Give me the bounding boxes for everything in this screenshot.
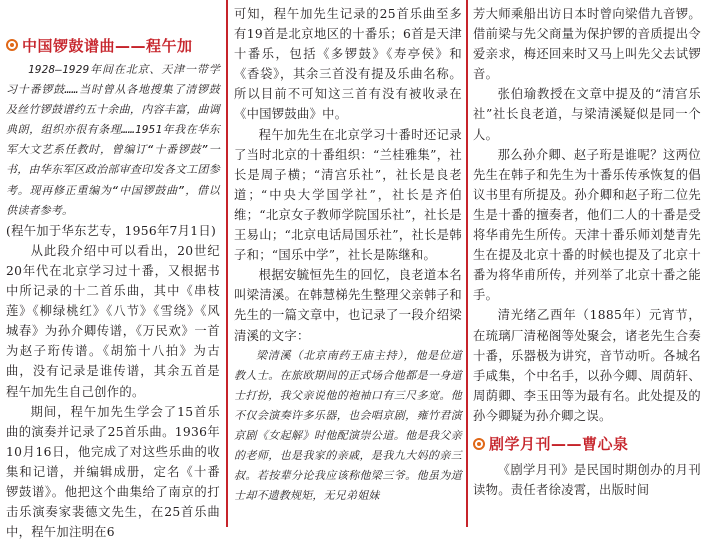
- paragraph: 那么孙介卿、赵子珩是谁呢？这两位先生在韩子和先生为十番乐传承恢复的倡议书里有所提及。孙介卿和赵子珩二位先生是十番的擅奏者，他们二人的十番是受将华甫先生所传。天津十番乐师刘楚青先生在提及北京十番的时候也提及了北京十番为将华甫所传，并列举了北京十番之能手。: [473, 147, 701, 303]
- column-divider: [466, 0, 468, 527]
- quoted-passage: 1928—1929年间在北京、天津一带学习十番锣鼓……当时曾从各地搜集了清锣鼓及丝竹锣鼓谱约五十余曲，内容丰富，曲调典朗，组织亦很有条理……1951年我在华东军大文艺系任教时，曾编订“十番锣鼓”一书，由华东军区政治部审查印发各文工团参考。现再修正重编为“中国锣鼓曲”，借以供读者参考。: [6, 63, 220, 217]
- quoted-passage: 梁清溪（北京南药王庙主持），他是位道教人士。在旅欧期间的正式场合他都是一身道士打扮，我父亲说他的袍袖口有三尺多宽。他不仅会演奏许多乐器，也会唱京剧，雍竹君演京剧《女起解》时他配演崇公道。他是我父亲的老师，也是我家的亲戚，是我九大妈的亲三叔。若按辈分论我应该称他梁三爷。他虽为道士却不遗教规矩，无兄弟姐妹: [234, 348, 462, 503]
- paragraph: 根据安毓恒先生的回忆，良老道本名叫梁清溪。在韩慧梯先生整理父亲韩子和先生的一篇文章中，也记录了一段介绍梁清溪的文字：: [234, 268, 462, 343]
- paragraph: 芳大师乘船出访日本时曾向梁借九音锣。借前梁与先父商量为保护锣的音质提出令爱亲求，梅还回来时又马上叫先父去试锣音。: [473, 7, 701, 82]
- paragraph: 可知，程午加先生记录的25首乐曲至多有19首是北京地区的十番乐；6首是天津十番乐，包括《多锣鼓》《寿亭侯》和《香袋》，其余三首没有提及乐曲名称。所以目前不可知这三首有没有被收录在《中国锣鼓曲》中。: [234, 7, 462, 122]
- paragraph: 张伯瑜教授在文章中提及的“清宫乐社”社长良老道，与梁清溪疑似是同一个人。: [473, 87, 701, 142]
- column-divider: [226, 0, 228, 527]
- target-circle-icon: [6, 39, 18, 51]
- section-heading-text: 中国锣鼓谱曲——程午加: [22, 36, 193, 55]
- paragraph: 程午加先生在北京学习十番时还记录了当时北京的十番组织：“兰桂雅集”，社长是周子横；“清宫乐社”，社长是良老道；“中央大学国学社”，社长是齐伯维；“北京女子教师学院国乐社”，社长是王易山；“北京电话局国乐社”，社长是韩子和；“国乐中学”，社长是陈继和。: [234, 127, 462, 263]
- column-left: [6, 0, 220, 540]
- column-right: [473, 0, 701, 527]
- section-heading-1: [6, 33, 220, 57]
- quote-attribution: (程午加于华东艺专，1956年7月1日): [6, 223, 217, 238]
- paragraph: 《剧学月刊》是民国时期创办的月刊读物。责任者徐凌霄，出版时间: [473, 462, 701, 498]
- column-middle: [234, 0, 462, 527]
- paragraph: 清光绪乙酉年（1885年）元宵节，在琉璃厂清秘阁等处聚会，诸老先生合奏十番，乐器极为讲究，音节动听。各城名手咸集，个中名手，以孙今卿、周荫轩、周荫卿、李玉田等为最有名。此处提及的孙今卿疑为孙介卿之误。: [473, 308, 701, 423]
- section-heading-text: 剧学月刊——曹心泉: [489, 435, 629, 454]
- section-heading-2: [473, 432, 701, 456]
- target-circle-icon: [473, 438, 485, 450]
- paragraph: 从此段介绍中可以看出，20世纪20年代在北京学习过十番，又根据书中所记录的十二首乐曲，其中《串枝莲》《柳绿桃红》《八节》《雪绕》《风城春》为孙介卿传谱，《万民欢》一首为赵子珩传谱。《胡笳十八拍》为古曲，没有记录是谁传谱，其余五首是程午加先生自己创作的。: [6, 243, 220, 399]
- paragraph: 期间，程午加先生学会了15首乐曲的演奏并记录了25首乐曲。1936年10月16日，他完成了对这些乐曲的收集和记谱，并编辑成册，定名《十番锣鼓谱》。他把这个曲集给了南京的打击乐演奏家裴德文先生，在25首乐曲中，程午加注明在6: [6, 404, 220, 540]
